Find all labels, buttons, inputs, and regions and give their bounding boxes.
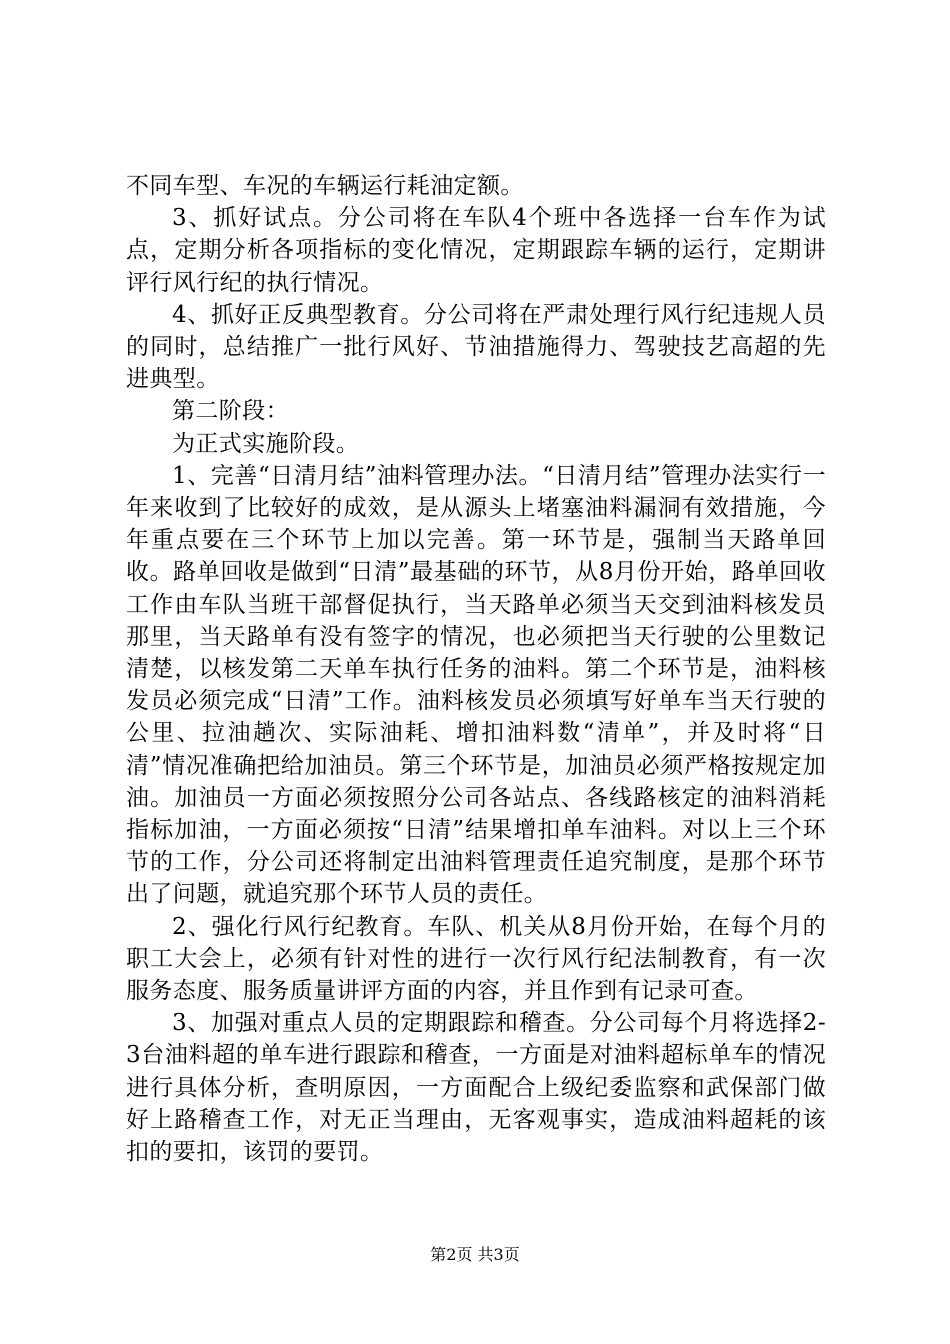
paragraph-8: 3、加强对重点人员的定期跟踪和稽查。分公司每个月将选择2-3台油料超的单车进行跟踪和稽查，一方面是对油料超标单车的情况进行具体分析，查明原因，一方面配合上级纪委监察和武保部门做好上路稽查工作，对无正当理由，无客观事实，造成油料超耗的该扣的要扣，该罚的要罚。 (126, 1010, 826, 1166)
page-footer: 第2页 共3页 (430, 1245, 520, 1264)
paragraph-5: 为正式实施阶段。 (172, 430, 360, 457)
paragraph-7: 2、强化行风行纪教育。车队、机关从8月份开始，在每个月的职工大会上，必须有针对性的进行一次行风行纪法制教育，有一次服务态度、服务质量讲评方面的内容，并且作到有记录可查。 (126, 913, 826, 1005)
paragraph-6: 1、完善“日清月结”油料管理办法。“日清月结”管理办法实行一年来收到了比较好的成效，是从源头上堵塞油料漏洞有效措施，今年重点要在三个环节上加以完善。第一环节是，强制当天路单回收。路单回收是做到“日清”最基础的环节，从8月份开始，路单回收工作由车队当班干部督促执行，当天路单必须当天交到油料核发员那里，当天路单有没有签字的情况，也必须把当天行驶的公里数记清楚，以核发第二天单车执行任务的油料。第二个环节是，油料核发员必须完成“日清”工作。油料核发员必须填写好单车当天行驶的公里、拉油趟次、实际油耗、增扣油料数“清单”，并及时将“日清”情况准确把给加油员。第三个环节是，加油员必须严格按规定加油。加油员一方面必须按照分公司各站点、各线路核定的油料消耗指标加油，一方面必须按“日清”结果增扣单车油料。对以上三个环节的工作，分公司还将制定出油料管理责任追究制度，是那个环节出了问题，就追究那个环节人员的责任。 (126, 462, 826, 908)
paragraph-3: 4、抓好正反典型教育。分公司将在严肃处理行风行纪违规人员的同时，总结推广一批行风好、节油措施得力、驾驶技艺高超的先进典型。 (126, 301, 826, 393)
paragraph-1: 不同车型、车况的车辆运行耗油定额。 (126, 173, 524, 199)
body-text (126, 170, 826, 1168)
section-heading-stage-two: 第二阶段： (172, 398, 289, 425)
paragraph-2: 3、抓好试点。分公司将在车队4个班中各选择一台车作为试点，定期分析各项指标的变化情况，定期跟踪车辆的运行，定期讲评行风行纪的执行情况。 (126, 205, 826, 296)
